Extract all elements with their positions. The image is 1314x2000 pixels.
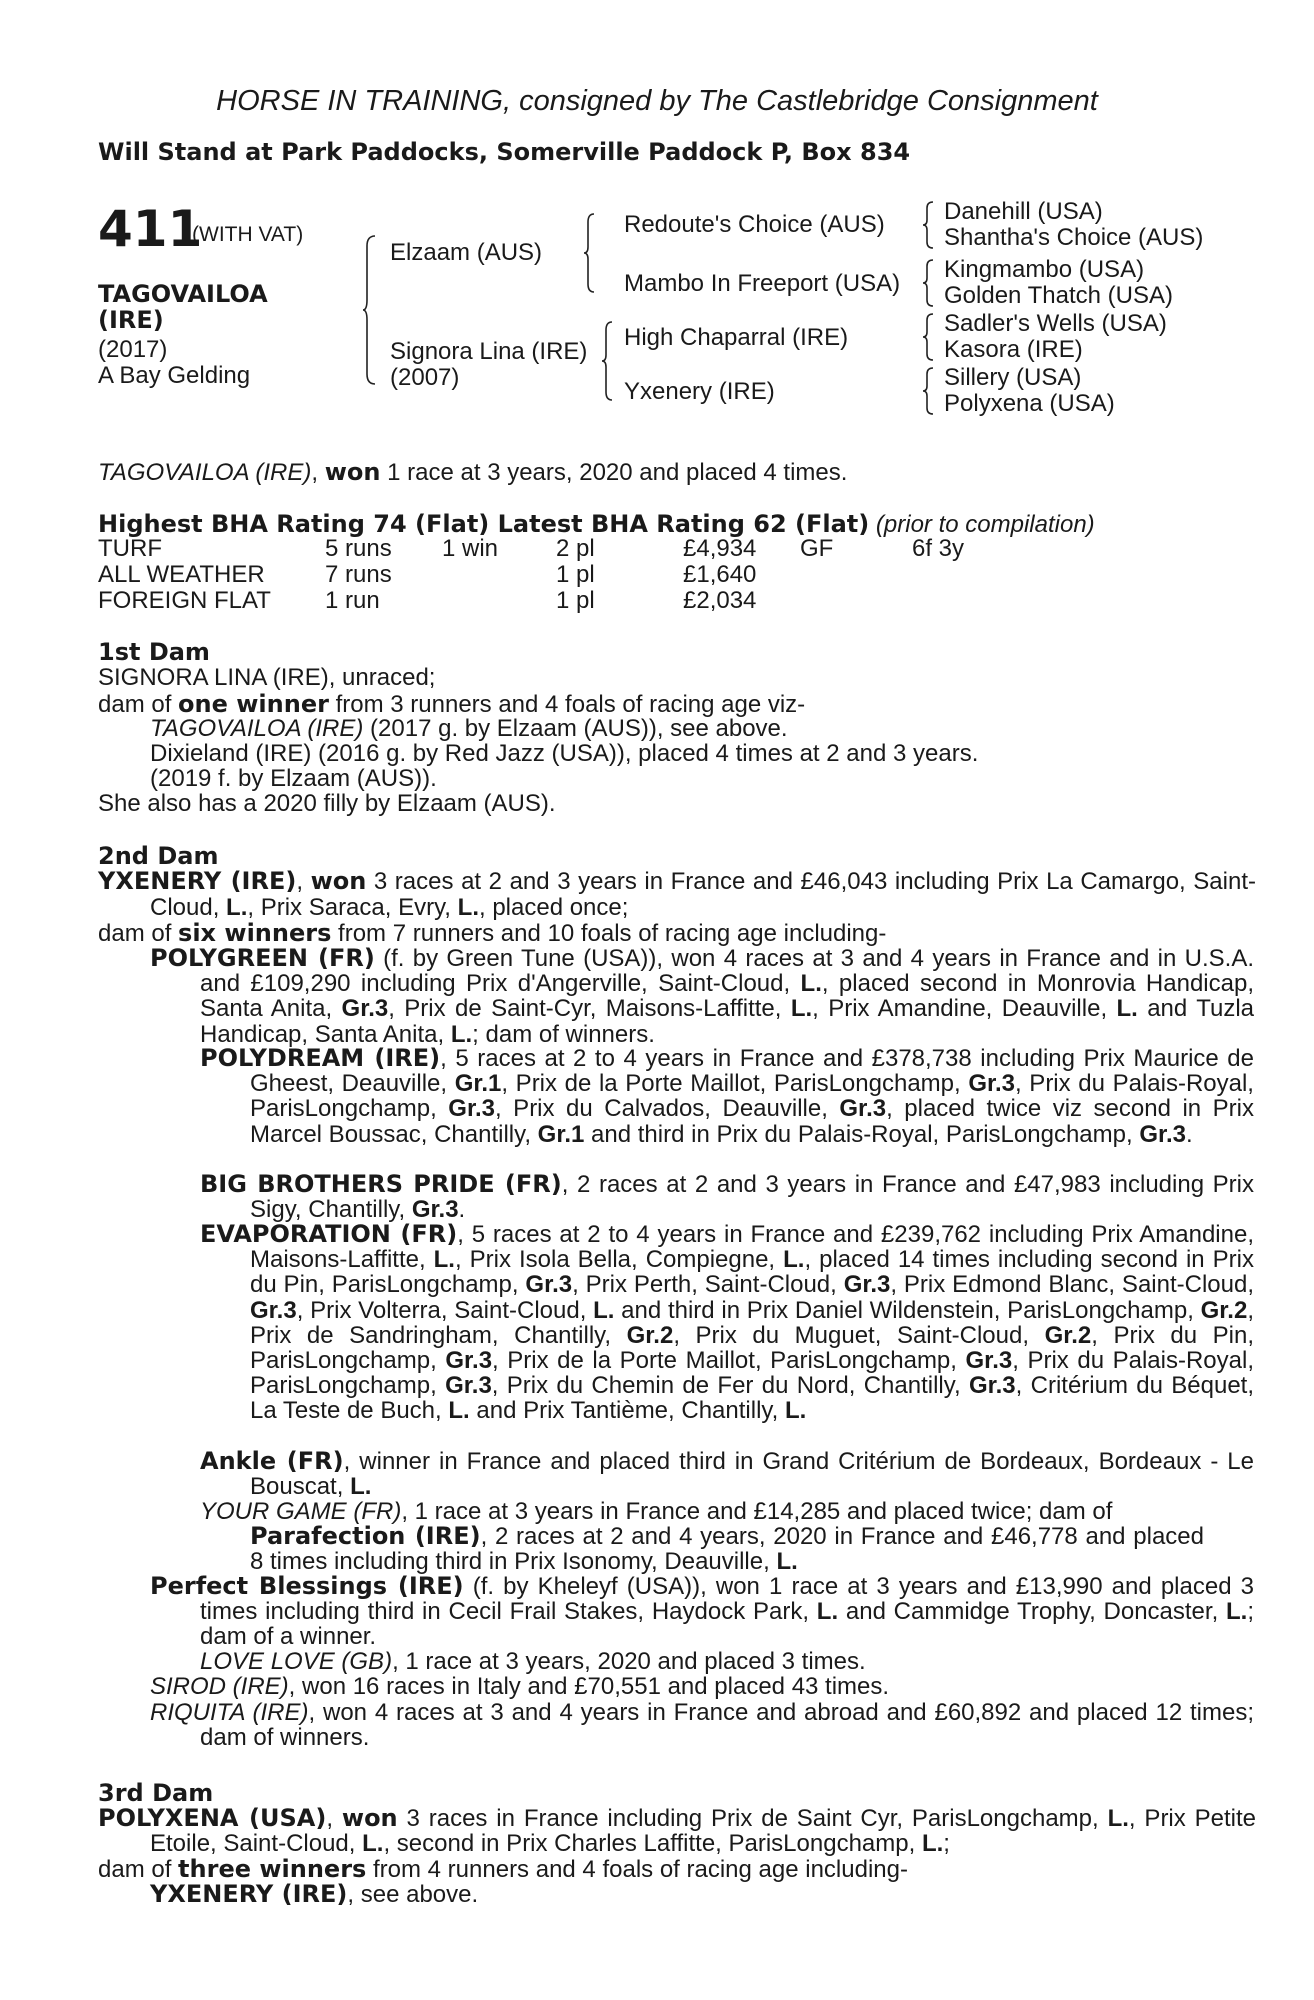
- first-dam-line: Dixieland (IRE) (2016 g. by Red Jazz (USA)), placed 4 times at 2 and 3 years.: [150, 740, 979, 767]
- text: dam of: [98, 1856, 179, 1883]
- text-italic: YOUR GAME (FR): [200, 1498, 402, 1525]
- text: , Prix du Pin, ParisLongchamp,: [250, 1321, 1254, 1375]
- pedigree-brace-main: [363, 234, 377, 386]
- entry-your-game: [200, 1499, 1254, 1524]
- text: and Cammidge Trophy, Doncaster,: [838, 1598, 1227, 1626]
- pedigree-dam-year: (2007): [390, 364, 460, 391]
- text: , 5 races at 2 to 4 years in France and £378,738 including Prix Maurice de Gheest, Deauville,: [250, 1045, 1254, 1098]
- text: 3 races at 2 and 3 years in France and £46,043 including Prix La Camargo, Saint-Cloud,: [150, 868, 1256, 921]
- pedigree-ddd: Polyxena (USA): [944, 390, 1115, 417]
- ratings-note: (prior to compilation): [875, 511, 1095, 538]
- first-dam-heading: 1st Dam: [98, 638, 210, 666]
- text: ; dam of winners.: [472, 1020, 655, 1048]
- text: , second in Prix Charles Laffitte, ParisLongchamp,: [383, 1830, 922, 1858]
- text: dam of: [98, 920, 179, 947]
- text-bold: BIG BROTHERS PRIDE (FR): [200, 1170, 562, 1198]
- text: , 2 races at 2 and 4 years, 2020 in France and £46,778 and placed 8 times including third in Prix Isonomy, Deauville,: [250, 1523, 1204, 1576]
- pedigree-dsd: Kasora (IRE): [944, 336, 1083, 363]
- bha-ratings: Highest BHA Rating 74 (Flat) Latest BHA Rating 62 (Flat): [98, 510, 870, 538]
- pedigree-sire-dam: Mambo In Freeport (USA): [624, 270, 901, 297]
- listed: L.: [457, 893, 479, 921]
- row-surface: TURF: [98, 535, 162, 562]
- second-dam-heading: 2nd Dam: [98, 842, 219, 870]
- group: Gr.3: [839, 1095, 887, 1123]
- group: Gr.2: [1044, 1321, 1092, 1349]
- text: , see above.: [347, 1881, 479, 1908]
- listed: L.: [783, 1246, 805, 1274]
- text: , Prix Volterra, Saint-Cloud,: [296, 1296, 594, 1324]
- text: , Prix du Chemin de Fer du Nord, Chantilly,: [491, 1372, 969, 1400]
- pedigree-brace-dam: [602, 320, 614, 402]
- text: , Prix de Saint-Cyr, Maisons-Laffitte,: [388, 995, 791, 1023]
- text: , Prix de la Porte Maillot, ParisLongchamp,: [501, 1070, 969, 1098]
- pedigree-brace-dd: [923, 366, 935, 416]
- text: , Prix Petite Etoile, Saint-Cloud,: [150, 1805, 1257, 1858]
- listed: L.: [816, 1598, 839, 1626]
- text-italic: SIROD (IRE): [150, 1673, 289, 1700]
- first-dam-line: SIGNORA LINA (IRE), unraced;: [98, 664, 436, 691]
- row-prize: £4,934: [683, 535, 757, 562]
- row-placed: 1 pl: [556, 587, 595, 614]
- listed: L.: [790, 995, 813, 1023]
- text: , Prix du Calvados, Deauville,: [495, 1095, 840, 1123]
- row-distance: 6f 3y: [912, 535, 965, 562]
- text: , Prix Isola Bella, Compiegne,: [454, 1246, 784, 1274]
- row-wins: 1 win: [442, 535, 499, 562]
- row-going: GF: [800, 535, 834, 562]
- entry-perfect-blessings: [150, 1574, 1254, 1650]
- pedigree-sire-sire: Redoute's Choice (AUS): [624, 211, 885, 238]
- text: , placed second in Monrovia Handicap, Santa Anita,: [200, 970, 1255, 1023]
- entry-ankle: [200, 1449, 1254, 1499]
- group: Gr.3: [1139, 1120, 1187, 1148]
- pedigree-brace-sire: [584, 212, 596, 294]
- text-bold: YXENERY (IRE): [150, 1880, 348, 1908]
- text: and Prix Tantième, Chantilly,: [469, 1397, 785, 1425]
- third-dam-polyxena: POLYXENA (USA), won 3 races in France including Prix de Saint Cyr, ParisLongchamp, L., Prix Petite Etoile, Saint-Cloud, L., second in Prix Charles Laffitte, ParisLongchamp, L.;: [98, 1804, 1257, 1858]
- third-dam-yxenery: [150, 1882, 478, 1908]
- pedigree-dam-dam: Yxenery (IRE): [624, 378, 775, 405]
- text-italic: TAGOVAILOA (IRE): [150, 715, 364, 742]
- group: Gr.3: [968, 1372, 1016, 1400]
- entry-sirod: [150, 1675, 889, 1700]
- group: Gr.1: [537, 1120, 585, 1148]
- row-placed: 1 pl: [556, 561, 595, 588]
- text-bold: six winners: [178, 919, 332, 947]
- entry-polygreen: [150, 946, 1254, 1047]
- text-bold: EVAPORATION (FR): [200, 1220, 458, 1248]
- group: Gr.3: [250, 1296, 297, 1324]
- group: Gr.2: [626, 1321, 674, 1349]
- row-runs: 5 runs: [325, 535, 392, 562]
- text: , Prix du Palais-Royal, ParisLongchamp,: [250, 1347, 1254, 1400]
- text-italic: RIQUITA (IRE): [150, 1699, 309, 1726]
- entry-riquita: [150, 1700, 1254, 1750]
- text: , placed 14 times including second in Prix du Pin, ParisLongchamp,: [250, 1246, 1254, 1299]
- text: from 4 runners and 4 foals of racing age including-: [366, 1856, 908, 1883]
- pedigree-sss: Danehill (USA): [944, 198, 1103, 225]
- listed: L.: [1116, 995, 1138, 1023]
- group: Gr.3: [525, 1271, 573, 1299]
- text: and Tuzla Handicap, Santa Anita,: [200, 995, 1254, 1048]
- text: , Prix du Muguet, Saint-Cloud,: [673, 1321, 1045, 1349]
- listed: L.: [1226, 1598, 1248, 1626]
- text: and third in Prix Daniel Wildenstein, ParisLongchamp,: [614, 1296, 1201, 1324]
- horse-year: (2017): [98, 336, 168, 363]
- text: , Prix du Palais-Royal, ParisLongchamp,: [250, 1070, 1254, 1123]
- text: (2017 g. by Elzaam (AUS)), see above.: [363, 715, 788, 742]
- text-bold: won: [310, 867, 367, 895]
- text: , Prix Saraca, Evry,: [247, 893, 458, 921]
- listed: L.: [1107, 1805, 1129, 1832]
- pedigree-dam: Signora Lina (IRE): [390, 338, 588, 365]
- pedigree-dss: Sadler's Wells (USA): [944, 310, 1167, 337]
- summary-horse-name: TAGOVAILOA (IRE): [98, 459, 312, 486]
- text: , 1 race at 3 years, 2020 and placed 3 times.: [392, 1648, 866, 1675]
- listed: L.: [350, 1473, 372, 1501]
- row-surface: ALL WEATHER: [98, 561, 265, 588]
- text: 3 races in France including Prix de Saint Cyr, ParisLongchamp,: [397, 1805, 1108, 1832]
- text: , Prix de la Porte Maillot, ParisLongchamp,: [492, 1347, 966, 1375]
- text-bold: won: [341, 1804, 398, 1832]
- group: Gr.2: [1200, 1296, 1248, 1324]
- listed: L.: [450, 1020, 473, 1048]
- text: , placed twice viz second in Prix Marcel Boussac, Chantilly,: [250, 1095, 1254, 1148]
- listed: L.: [800, 970, 822, 998]
- pedigree-sire: Elzaam (AUS): [390, 239, 543, 266]
- group: Gr.3: [445, 1347, 493, 1375]
- entry-big-brothers-pride: BIG BROTHERS PRIDE (FR), 2 races at 2 and 3 years in France and £47,983 including Prix Sigy, Chantilly, Gr.3.: [200, 1170, 1254, 1224]
- group: Gr.3: [965, 1347, 1013, 1375]
- pedigree-dds: Sillery (USA): [944, 364, 1082, 391]
- text: from 3 runners and 4 foals of racing age viz-: [328, 691, 806, 718]
- listed: L.: [921, 1830, 944, 1858]
- entry-love-love: [200, 1650, 866, 1675]
- row-placed: 2 pl: [556, 535, 595, 562]
- pedigree-brace-ss: [923, 200, 935, 250]
- summary-won: won: [324, 458, 381, 486]
- text: , Critérium du Béquet, La Teste de Buch,: [250, 1372, 1255, 1425]
- first-dam-line: [150, 717, 788, 742]
- page-title: HORSE IN TRAINING, consigned by The Castlebridge Consignment: [216, 85, 1098, 117]
- lot-number: 411: [98, 200, 203, 258]
- second-dam-yxenery: YXENERY (IRE), won 3 races at 2 and 3 years in France and £46,043 including Prix La Camargo, Saint-Cloud, L., Prix Saraca, Evry, L., placed once;: [98, 867, 1256, 921]
- text: , placed once;: [478, 893, 629, 921]
- horse-name: TAGOVAILOA: [98, 280, 268, 308]
- pedigree-sdd: Golden Thatch (USA): [944, 282, 1173, 309]
- listed: L.: [226, 893, 248, 921]
- group: Gr.3: [341, 995, 389, 1023]
- entry-evaporation: [200, 1222, 1254, 1424]
- text: , Prix de Sandringham, Chantilly,: [250, 1296, 1254, 1349]
- text: , Prix Amandine, Deauville,: [812, 995, 1117, 1023]
- group: Gr.3: [445, 1372, 492, 1400]
- text: , Prix Edmond Blanc, Saint-Cloud,: [890, 1271, 1255, 1299]
- text: , 1 race at 3 years in France and £14,285 and placed twice; dam of: [401, 1498, 1113, 1525]
- text-bold: Ankle (FR): [200, 1447, 344, 1475]
- row-surface: FOREIGN FLAT: [98, 587, 271, 614]
- listed: L.: [433, 1246, 455, 1274]
- summary-text: 1 race at 3 years, 2020 and placed 4 times.: [380, 459, 848, 486]
- text: (f. by Green Tune (USA)), won 4 races at 3 and 4 years in France and in U.S.A. and £109,290 including Prix d'Angerville, Saint-Cloud,: [200, 945, 1254, 998]
- stand-location: Will Stand at Park Paddocks, Somerville Paddock P, Box 834: [98, 138, 911, 166]
- text-italic: LOVE LOVE (GB): [200, 1648, 393, 1675]
- vat-label: (WITH VAT): [192, 223, 304, 246]
- race-summary: TAGOVAILOA (IRE), won 1 race at 3 years, 2020 and placed 4 times.: [98, 458, 848, 486]
- text: , winner in France and placed third in Grand Critérium de Bordeaux, Bordeaux - Le Bouscat,: [250, 1448, 1254, 1501]
- pedigree-ssd: Shantha's Choice (AUS): [944, 224, 1204, 251]
- listed: L.: [362, 1830, 384, 1858]
- row-runs: 7 runs: [325, 561, 392, 588]
- text: , won 4 races at 3 and 4 years in France and abroad and £60,892 and placed 12 times; dam of winners.: [200, 1699, 1255, 1752]
- group: Gr.3: [968, 1070, 1016, 1098]
- text: ;: [943, 1830, 950, 1858]
- horse-origin: (IRE): [98, 306, 164, 334]
- entry-polydream: POLYDREAM (IRE), 5 races at 2 to 4 years in France and £378,738 including Prix Maurice de Gheest, Deauville, Gr.1, Prix de la Porte Maillot, ParisLongchamp, Gr.3, Prix du Palais-Royal, ParisLongchamp, Gr.3, Prix du Calvados, Deauville, Gr.3, placed twice viz second in Prix Marcel Boussac, Chantilly, Gr.1 and third in Prix du Palais-Royal, ParisLongchamp, Gr.3.: [200, 1044, 1254, 1148]
- text: and third in Prix du Palais-Royal, ParisLongchamp,: [584, 1120, 1140, 1148]
- text: from 7 runners and 10 foals of racing age including-: [331, 920, 887, 947]
- first-dam-line: She also has a 2020 filly by Elzaam (AUS).: [98, 790, 556, 817]
- text-bold: Perfect Blessings (IRE): [150, 1572, 464, 1600]
- text: , Prix Perth, Saint-Cloud,: [572, 1271, 844, 1299]
- group: Gr.3: [411, 1196, 459, 1224]
- text-bold: POLYXENA (USA): [98, 1804, 327, 1832]
- text-bold: Parafection (IRE): [250, 1522, 481, 1550]
- third-dam-heading: 3rd Dam: [98, 1779, 214, 1807]
- group: Gr.3: [448, 1095, 495, 1123]
- text: , 2 races at 2 and 3 years in France and £47,983 including Prix Sigy, Chantilly,: [250, 1171, 1254, 1224]
- pedigree-brace-sd: [923, 258, 935, 308]
- pedigree-brace-ds: [923, 312, 935, 362]
- row-runs: 1 run: [325, 587, 380, 614]
- listed: L.: [776, 1548, 798, 1576]
- pedigree-dam-sire: High Chaparral (IRE): [624, 324, 849, 351]
- text: ; dam of a winner.: [200, 1598, 1255, 1651]
- text: , won 16 races in Italy and £70,551 and placed 43 times.: [288, 1673, 890, 1700]
- group: Gr.3: [843, 1271, 891, 1299]
- text: , 5 races at 2 to 4 years in France and £239,762 including Prix Amandine, Maisons-Laffitte,: [250, 1221, 1255, 1274]
- text-bold: YXENERY (IRE): [98, 867, 297, 895]
- row-prize: £2,034: [683, 587, 757, 614]
- horse-description: A Bay Gelding: [98, 362, 251, 389]
- pedigree-sds: Kingmambo (USA): [944, 256, 1145, 283]
- text: dam of: [98, 691, 179, 718]
- row-prize: £1,640: [683, 561, 757, 588]
- listed: L.: [448, 1397, 470, 1425]
- text-bold: one winner: [178, 690, 329, 718]
- text-bold: POLYGREEN (FR): [150, 944, 375, 972]
- text: (f. by Kheleyf (USA)), won 1 race at 3 years and £13,990 and placed 3 times including third in Cecil Frail Stakes, Haydock Park,: [200, 1573, 1255, 1626]
- listed: L.: [784, 1397, 807, 1425]
- text-bold: three winners: [178, 1855, 367, 1883]
- text-bold: POLYDREAM (IRE): [200, 1044, 441, 1072]
- entry-parafection: [250, 1524, 1204, 1574]
- group: Gr.1: [454, 1070, 502, 1098]
- first-dam-line: (2019 f. by Elzaam (AUS)).: [150, 765, 437, 792]
- listed: L.: [593, 1296, 615, 1324]
